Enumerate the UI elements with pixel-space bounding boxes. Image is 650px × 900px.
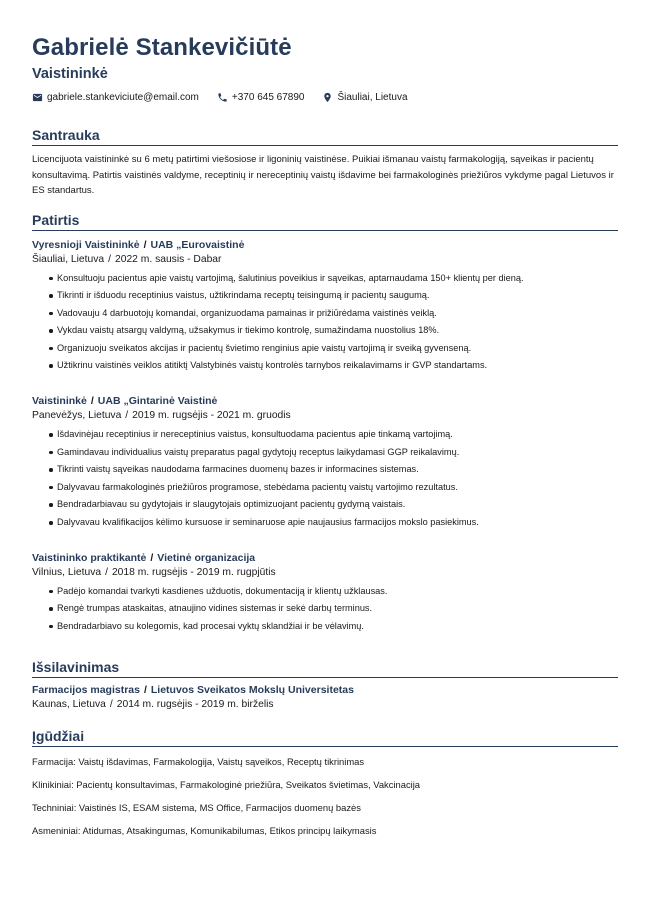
skills-section [32, 727, 618, 837]
separator: / [108, 253, 111, 265]
education-period: 2014 m. rugsėjis - 2019 m. birželis [116, 699, 274, 711]
contact-location-text: Šiauliai, Lietuva [337, 92, 408, 103]
job-bullet: Organizuoju sveikatos akcijas ir pacientų švietimo renginius apie vaistų vartojimą ir sveiką gyvenseną. [49, 340, 618, 358]
contact-phone[interactable] [217, 92, 305, 103]
skill-row: Asmeniniai: Atidumas, Atsakingumas, Komunikabilumas, Etikos principų laikymasis [32, 825, 377, 837]
experience-heading: Patirtis [32, 211, 618, 231]
job-bullet: Tikrinti ir išduodu receptinius vaistus, užtikrindama receptų teisingumą ir pacientų saugumą. [49, 287, 618, 305]
skill-row: Klinikiniai: Pacientų konsultavimas, Farmakologinė priežiūra, Sveikatos švietimas, Vakcinacija [32, 779, 421, 791]
job-company: UAB „Gintarinė Vaistinė [97, 395, 218, 408]
job-location: Vilnius, Lietuva [32, 566, 102, 578]
separator: / [105, 566, 108, 578]
job-period: 2022 m. sausis - Dabar [115, 253, 222, 265]
job-company: UAB „Eurovaistinė [150, 238, 245, 251]
job-bullet: Gamindavau individualius vaistų preparatus pagal gydytojų receptus laikydamasi GGP reikalavimų. [49, 444, 618, 462]
education-degree: Farmacijos magistras [32, 684, 140, 697]
separator: / [125, 410, 129, 422]
candidate-role: Vaistininkė [32, 66, 108, 82]
job-title-line [32, 394, 618, 408]
contact-location [322, 92, 407, 103]
skill-row: Farmacija: Vaistų išdavimas, Farmakologija, Vaistų sąveikos, Receptų tikrinimas [32, 756, 365, 768]
job-bullet: Dalyvavau kvalifikacijos kėlimo kursuose ir seminaruose apie naujausius farmacijos mokslo pasiekimus. [49, 514, 618, 532]
job-meta-line [32, 253, 618, 267]
email-icon [32, 92, 43, 103]
job-title-line [32, 551, 618, 565]
job-entry [32, 238, 618, 376]
education-school: Lietuvos Sveikatos Mokslų Universitetas [150, 684, 354, 697]
education-section [32, 658, 618, 712]
separator: / [90, 395, 94, 408]
job-bullet: Vadovauju 4 darbuotojų komandai, organizuodama pamainas ir prižiūrėdama vaistinės veiklą. [49, 305, 618, 323]
job-company: Vietinė organizacija [157, 551, 256, 564]
job-bullet: Bendradarbiavau su gydytojais ir slaugytojais optimizuojant pacientų gydymą vaistais. [49, 496, 618, 514]
summary-heading: Santrauka [32, 126, 618, 146]
job-bullet: Rengė trumpas ataskaitas, atnaujino vidines sistemas ir sekė darbų terminus. [49, 600, 618, 618]
job-bullet: Padėjo komandai tvarkyti kasdienes užduotis, dokumentaciją ir klientų užklausas. [49, 583, 618, 601]
contact-phone-text: +370 645 67890 [231, 92, 305, 103]
contact-email[interactable] [32, 92, 199, 103]
separator: / [109, 699, 113, 711]
job-location: Panevėžys, Lietuva [32, 410, 122, 422]
education-location: Kaunas, Lietuva [32, 699, 106, 711]
job-bullets [32, 270, 618, 376]
job-period: 2019 m. rugsėjis - 2021 m. gruodis [132, 410, 291, 422]
summary-text: Licencijuota vaistininkė su 6 metų patirtimi viešosiose ir ligoninių vaistinėse. Puikiai išmanau vaistų farmakologiją, sąveikas ir pacientų konsultavimą. Patirtis vaistinės valdyme, receptinių ir nereceptinių vaistų išdavime bei farmakologinės priežiūros vykdyme pagal Lietuvos ir ES standartus. [32, 154, 614, 196]
separator: / [143, 684, 147, 697]
job-entry [32, 551, 618, 636]
job-location: Šiauliai, Lietuva [32, 253, 105, 265]
education-entry [32, 683, 618, 712]
job-position: Vaistininko praktikantė [32, 551, 147, 564]
job-position: Vaistininkė [32, 395, 87, 408]
experience-section [32, 211, 618, 636]
job-bullets [32, 583, 618, 636]
skill-row: Techniniai: Vaistinės IS, ESAM sistema, MS Office, Farmacijos duomenų bazės [32, 802, 361, 814]
contact-email-text: gabriele.stankeviciute@email.com [47, 92, 199, 103]
job-position: Vyresnioji Vaistininkė [32, 238, 140, 251]
phone-icon [217, 92, 228, 103]
job-entry [32, 394, 618, 532]
summary-section [32, 126, 618, 199]
job-bullet: Vykdau vaistų atsargų valdymą, užsakymus ir tiekimo kontrolę, sumažindama nuostolius 18%. [49, 322, 618, 340]
skills-heading: Įgūdžiai [32, 727, 618, 747]
job-period: 2018 m. rugsėjis - 2019 m. rugpjūtis [111, 566, 276, 578]
separator: / [150, 551, 154, 564]
location-icon [322, 92, 333, 103]
job-bullet: Dalyvavau farmakologinės priežiūros programose, stebėdama pacientų vaistų vartojimo rezultatus. [49, 479, 618, 497]
education-title-line [32, 683, 618, 697]
separator: / [143, 238, 147, 251]
job-meta-line [32, 409, 618, 423]
education-meta-line [32, 698, 618, 712]
job-bullet: Užtikrinu vaistinės veiklos atitiktį Valstybinės vaistų kontrolės tarnybos reikalavimams ir GVP standartams. [49, 357, 618, 375]
job-title-line [32, 238, 618, 252]
job-bullet: Konsultuoju pacientus apie vaistų vartojimą, šalutinius poveikius ir sąveikas, aptarnaudama 150+ klientų per dieną. [49, 270, 618, 288]
job-bullets [32, 426, 618, 532]
job-bullet: Išdavinėjau receptinius ir nereceptinius vaistus, konsultuodama pacientus apie tinkamą vartojimą. [49, 426, 618, 444]
candidate-name: Gabrielė Stankevičiūtė [32, 34, 292, 61]
contact-bar [32, 92, 618, 103]
education-heading: Išsilavinimas [32, 658, 618, 678]
job-bullet: Tikrinti vaistų sąveikas naudodama farmacines duomenų bazes ir informacines sistemas. [49, 461, 618, 479]
job-bullet: Bendradarbiavo su kolegomis, kad procesai vyktų sklandžiai ir be vėlavimų. [49, 618, 618, 636]
job-meta-line [32, 566, 618, 580]
